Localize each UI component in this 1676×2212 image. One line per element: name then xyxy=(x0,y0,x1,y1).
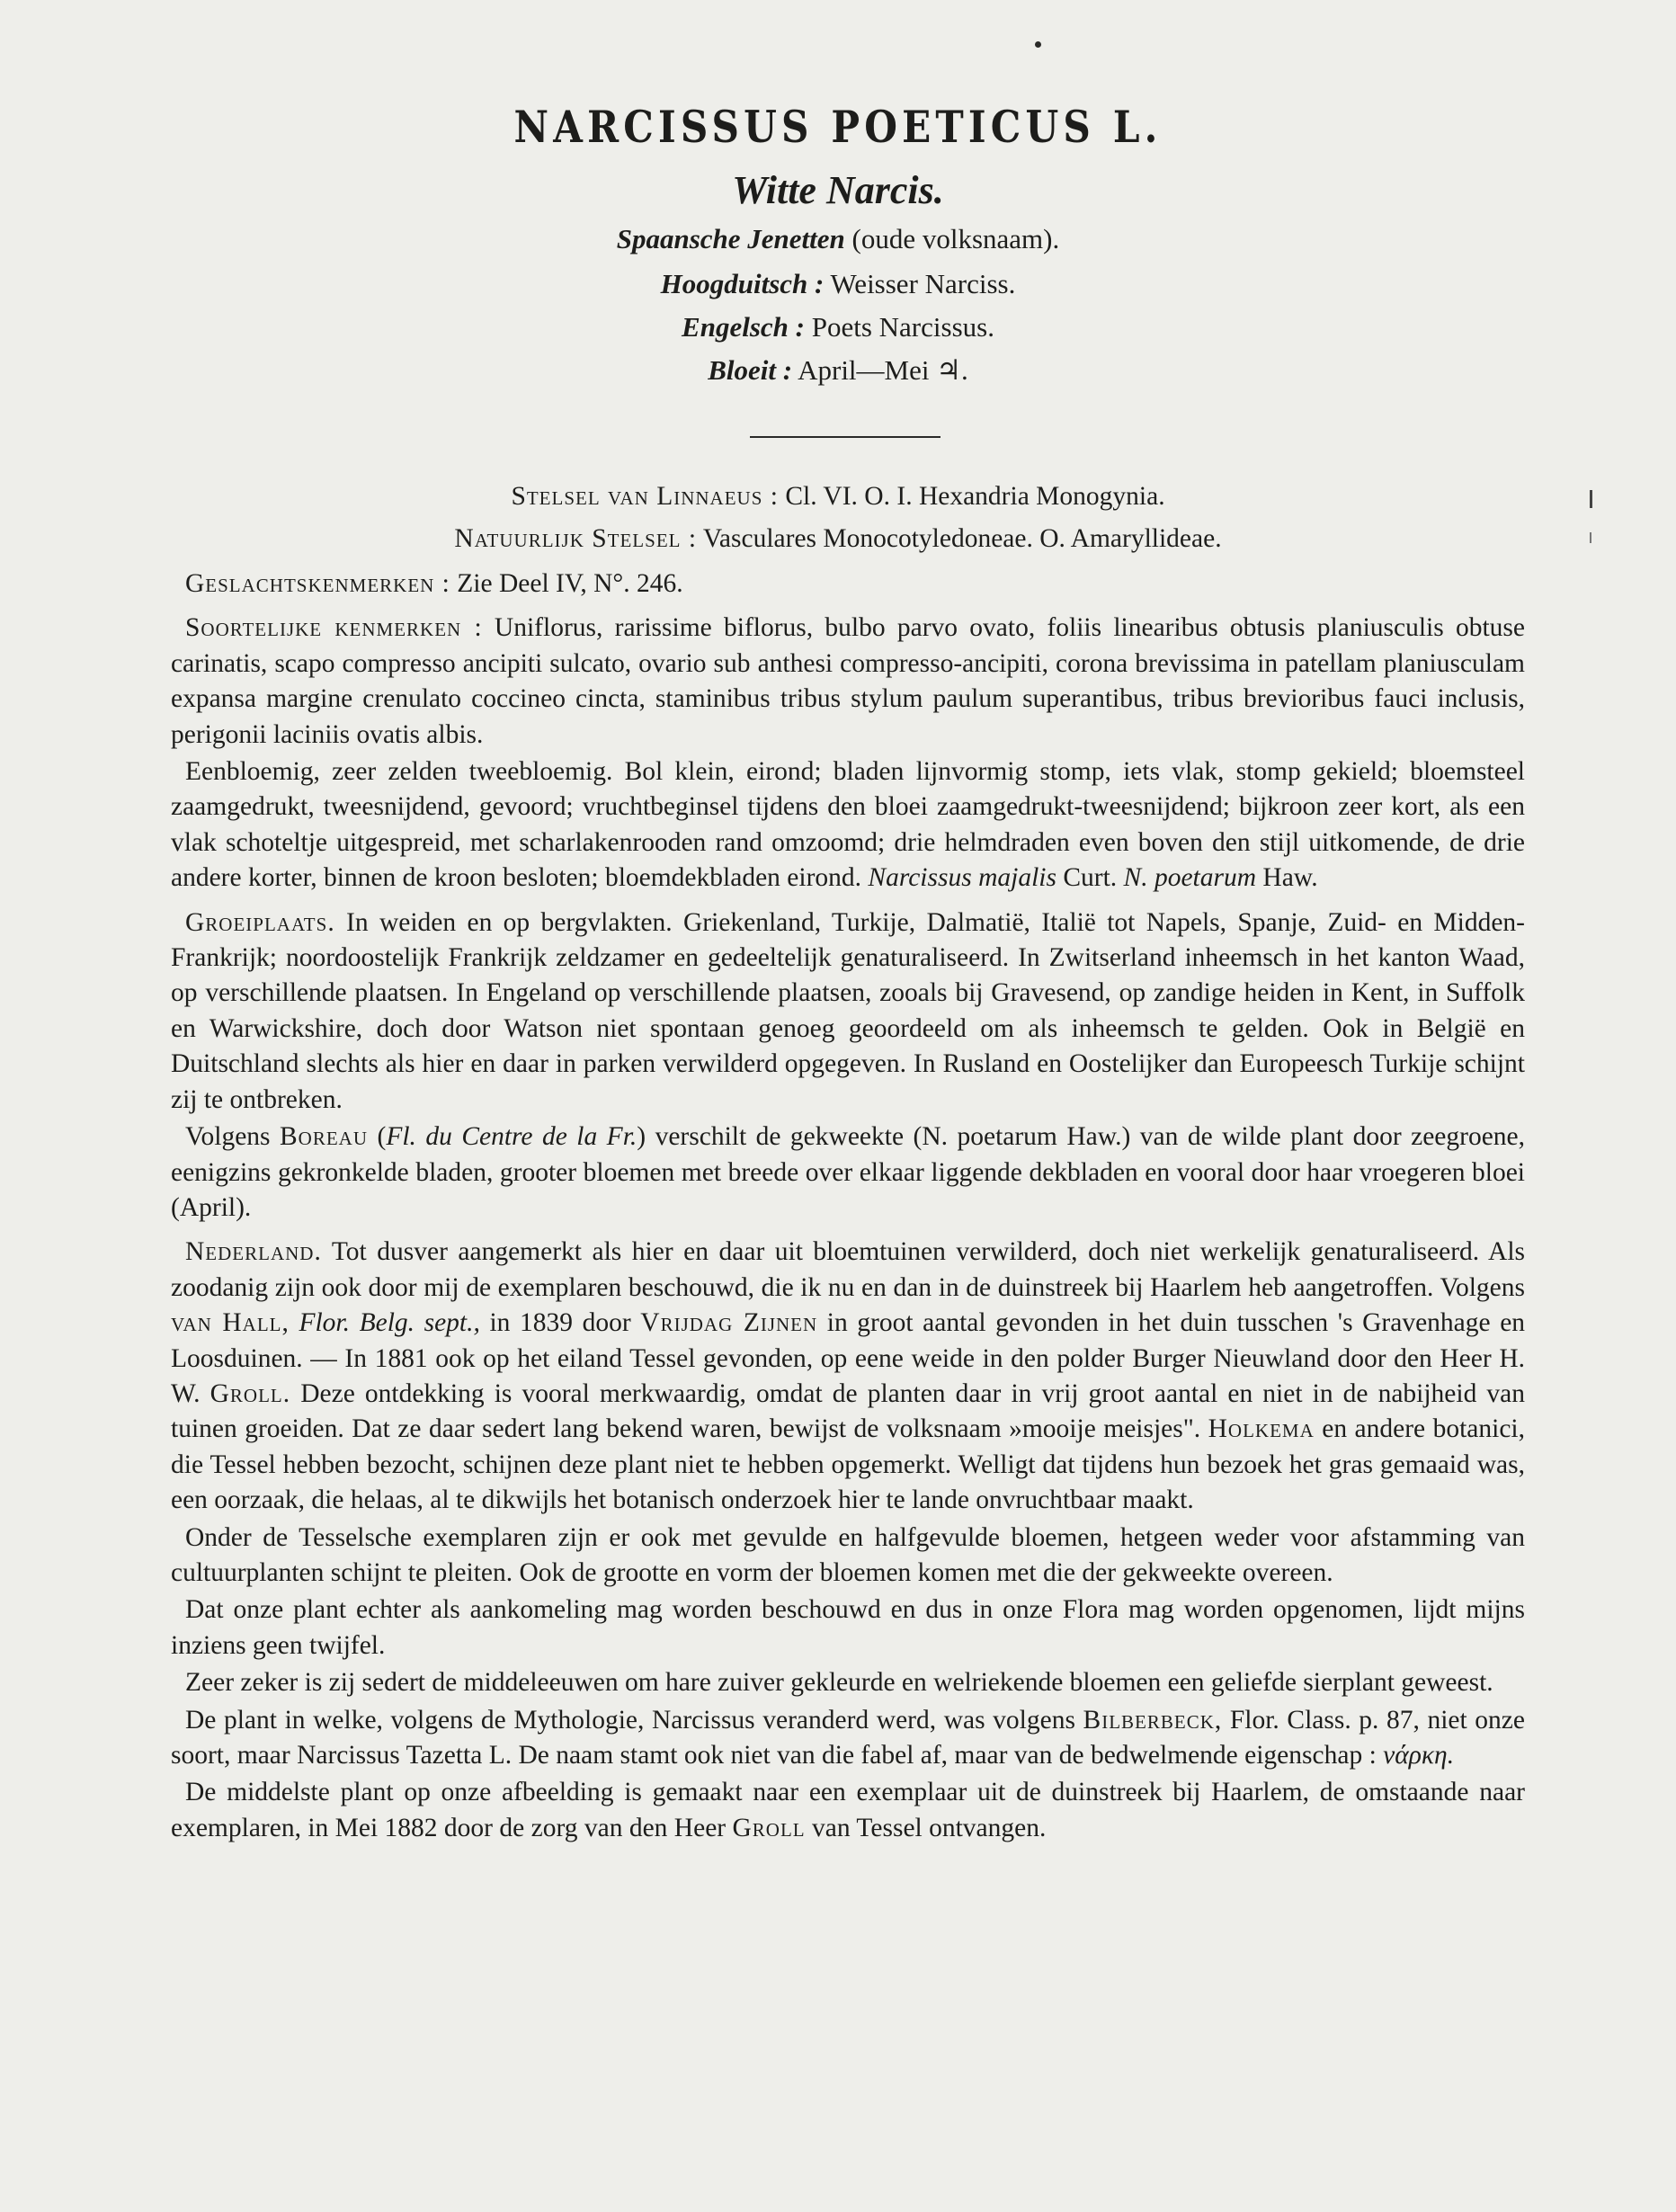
german-value: Weisser Narciss. xyxy=(830,268,1016,299)
closing-paragraph xyxy=(171,1775,1525,1846)
sierplant-paragraph: Zeer zeker is zij sedert de middeleeuwen om hare zuiver gekleurde en welriekende bloemen een geliefde sierplant geweest. xyxy=(185,1668,1493,1698)
nederland-text: en andere botanici, die Tessel hebben bezocht, schijnen deze plant niet te hebben opgemerkt. Welligt dat tijdens hun bezoek het gras gemaaid was, een oorzaak, die helaas, al te dikwijls het botanisch onderzoek hier te lande onvruchtbaar maakt. xyxy=(171,1414,1526,1515)
synonym-2-author: Haw. xyxy=(1262,863,1318,893)
flora-paragraph: Dat onze plant echter als aankomeling mag worden beschouwd en dus in onze Flora mag worden opgenomen, lijdt mijns inziens geen twijfel. xyxy=(171,1595,1525,1660)
habitat-label: Groeiplaats. xyxy=(185,907,335,937)
linnaeus-label: Stelsel van Linnaeus : xyxy=(511,482,779,511)
author-holkema: Holkema xyxy=(1208,1414,1315,1444)
mythology-text: De plant in welke, volgens de Mythologie, Narcissus veranderd werd, was volgens xyxy=(185,1705,1075,1735)
species-dutch: Eenbloemig, zeer zelden tweebloemig. Bol klein, eirond; bladen lijnvormig stomp, iets vlak, stomp gekield; bloemsteel zaamgedrukt, tweesnijdend, gevoord; vruchtbeginsel tijdens den bloei zaamgedrukt-tweesnijdend; bijkroon zeer kort, als een vlak schoteltje uitgespreid, met scharlakenrooden rand omzoomd; drie helmdraden even boven den stijl uitkomende, de drie andere korter, binnen de kroon besloten; bloemdekbladen eirond. xyxy=(171,757,1525,893)
nederland-text: in groot aantal gevonden in het duin tusschen 's Gravenhage en Loosduinen. — In 1881 ook op het eiland Tessel gevonden, op eene weide in den polder Burger Nieuwland door den Heer H. W. xyxy=(171,1308,1526,1408)
author-boreau: Boreau xyxy=(280,1122,369,1152)
author-groll: Groll. xyxy=(210,1378,291,1408)
closing-text: van Tessel ontvangen. xyxy=(812,1813,1047,1842)
synonym-2: N. poetarum xyxy=(1123,863,1257,893)
bloom-line xyxy=(0,354,1676,387)
species-latin-paragraph xyxy=(171,611,1525,753)
author-vrijdag-zijnen: Vrijdag Zijnen xyxy=(640,1308,818,1338)
habitat-paragraph xyxy=(171,905,1525,1118)
boreau-paragraph: Volgens Boreau (Fl. du Centre de la Fr.) verschilt de gekweekte (N. poetarum Haw.) van de wilde plant door zeegroene, eenigzins gekronkelde bladen, grooter bloemen met breede over elkaar liggende dekbladen en vooral door haar vroegeren bloei (April). xyxy=(171,1122,1526,1222)
synonym-1: Narcissus majalis xyxy=(868,863,1056,893)
linnaeus-value: Cl. VI. O. I. Hexandria Monogynia. xyxy=(785,482,1165,511)
mythology-text: Flor. Class. p. 87, niet onze soort, maar Narcissus Tazetta L. De naam stamt ook niet van die fabel af, maar van de bedwelmende eigenschap : xyxy=(171,1705,1525,1770)
genus-paragraph xyxy=(171,566,1525,602)
synonym-1-author: Curt. xyxy=(1063,863,1118,893)
boreau-reference: Fl. du Centre de la Fr. xyxy=(386,1122,637,1152)
boreau-pre: Volgens xyxy=(185,1122,271,1152)
nederland-text: Deze ontdekking is vooral merkwaardig, omdat de planten daar in vrij groot aantal en niet in de nabijheid van tuinen groeiden. Dat ze daar sedert lang bekend waren, bewijst de volksnaam »mooije meisjes". xyxy=(171,1378,1526,1444)
nederland-label: Nederland. xyxy=(185,1237,322,1267)
natural-value: Vasculares Monocotyledoneae. O. Amaryllideae. xyxy=(702,524,1222,553)
species-label: Soortelijke kenmerken : xyxy=(185,613,483,643)
nederland-text: in 1839 door xyxy=(489,1308,631,1338)
habitat-text: In weiden en op bergvlakten. Griekenland, Turkije, Dalmatië, Italië tot Napels, Spanje, Zuid- en Midden-Frankrijk; noordoostelijk Frankrijk zeldzamer en gedeeltelijk genaturaliseerd. In Zwitserland inheemsch in het kanton Waad, op verschillende plaatsen. In Engeland op verschillende plaatsen, zooals bij Gravesend, op zandige heiden in Kent, in Suffolk en Warwickshire, doch door Watson niet spontaan genoeg geoordeeld om als inheemsch te gelden. Ook in België en Duitschland slechts als hier en daar in parken verwilderd opgegeven. In Rusland en Oostelijker dan Europeesch Turkije schijnt zij te ontbreken. xyxy=(171,907,1526,1114)
bloom-value: April—Mei ♃. xyxy=(798,354,968,386)
boreau-text: verschilt de gekweekte (N. poetarum Haw.) van de wilde plant door zeegroene, eenigzins gekronkelde bladen, grooter bloemen met breede over elkaar liggende dekbladen en vooral door haar vroegeren bloei (April). xyxy=(171,1122,1526,1222)
species-latin: Uniflorus, rarissime biflorus, bulbo parvo ovato, foliis linearibus obtusis planiusculis obtuse carinatis, scapo compresso ancipiti sulcato, ovario sub anthesi compresso-ancipiti, corona brevissima in patellam planiusculam expansa margine crenulato coccineo cincta, staminibus tribus stylum paulum superantibus, tribus brevioribus fauci inclusis, perigonii laciniis ovatis albis. xyxy=(171,613,1525,749)
common-name: Witte Narcis. xyxy=(732,168,944,212)
nederland-paragraph xyxy=(171,1235,1525,1518)
english-name-line xyxy=(0,311,1676,343)
genus-label: Geslachtskenmerken : xyxy=(185,569,450,598)
author-bilberbeck: Bilberbeck, xyxy=(1083,1705,1223,1735)
bloom-label: Bloeit : xyxy=(708,354,793,386)
page-title: NARCISSUS POETICUS L. xyxy=(513,101,1163,153)
tessel-paragraph: Onder de Tesselsche exemplaren zijn er ook met gevulde en halfgevulde bloemen, hetgeen weder voor afstamming van cultuurplanten schijnt te pleiten. Ook de grootte en vorm der bloemen komen met die der gekweekte overeen. xyxy=(171,1522,1525,1587)
folk-name: Spaansche Jenetten xyxy=(616,223,845,254)
linnaeus-system-line xyxy=(0,482,1676,512)
german-name-line xyxy=(0,268,1676,300)
genus-value: Zie Deel IV, N°. 246. xyxy=(457,569,683,598)
divider xyxy=(750,436,941,438)
van-hall-reference: Flor. Belg. sept., xyxy=(299,1308,480,1338)
mythology-paragraph xyxy=(171,1703,1525,1774)
greek-word: νάρκη. xyxy=(1383,1741,1455,1770)
closing-text: De middelste plant op onze afbeelding is gemaakt naar een exemplaar uit de duinstreek bij Haarlem, de omstaande naar exemplaren, in Mei 1882 door de zorg van den Heer xyxy=(171,1778,1525,1842)
author-groll: Groll xyxy=(732,1813,806,1842)
english-label: Engelsch : xyxy=(682,311,805,343)
natural-label: Natuurlijk Stelsel : xyxy=(454,524,698,553)
nederland-text: Tot dusver aangemerkt als hier en daar uit bloemtuinen verwilderd, doch niet werkelijk genaturaliseerd. Als zoodanig zijn ook door mij de exemplaren beschouwd, die ik nu en dan in de duinstreek bij Haarlem heb aangetroffen. Volgens xyxy=(171,1237,1526,1302)
folk-note: (oude volksnaam). xyxy=(851,223,1060,254)
species-dutch-paragraph xyxy=(171,754,1525,896)
english-value: Poets Narcissus. xyxy=(811,311,994,343)
folk-name-line xyxy=(0,223,1676,255)
german-label: Hoogduitsch : xyxy=(660,268,825,299)
body-text xyxy=(171,566,1525,1855)
ink-dot xyxy=(1035,41,1041,48)
author-van-hall: van Hall, xyxy=(171,1308,290,1338)
natural-system-line xyxy=(0,524,1676,554)
